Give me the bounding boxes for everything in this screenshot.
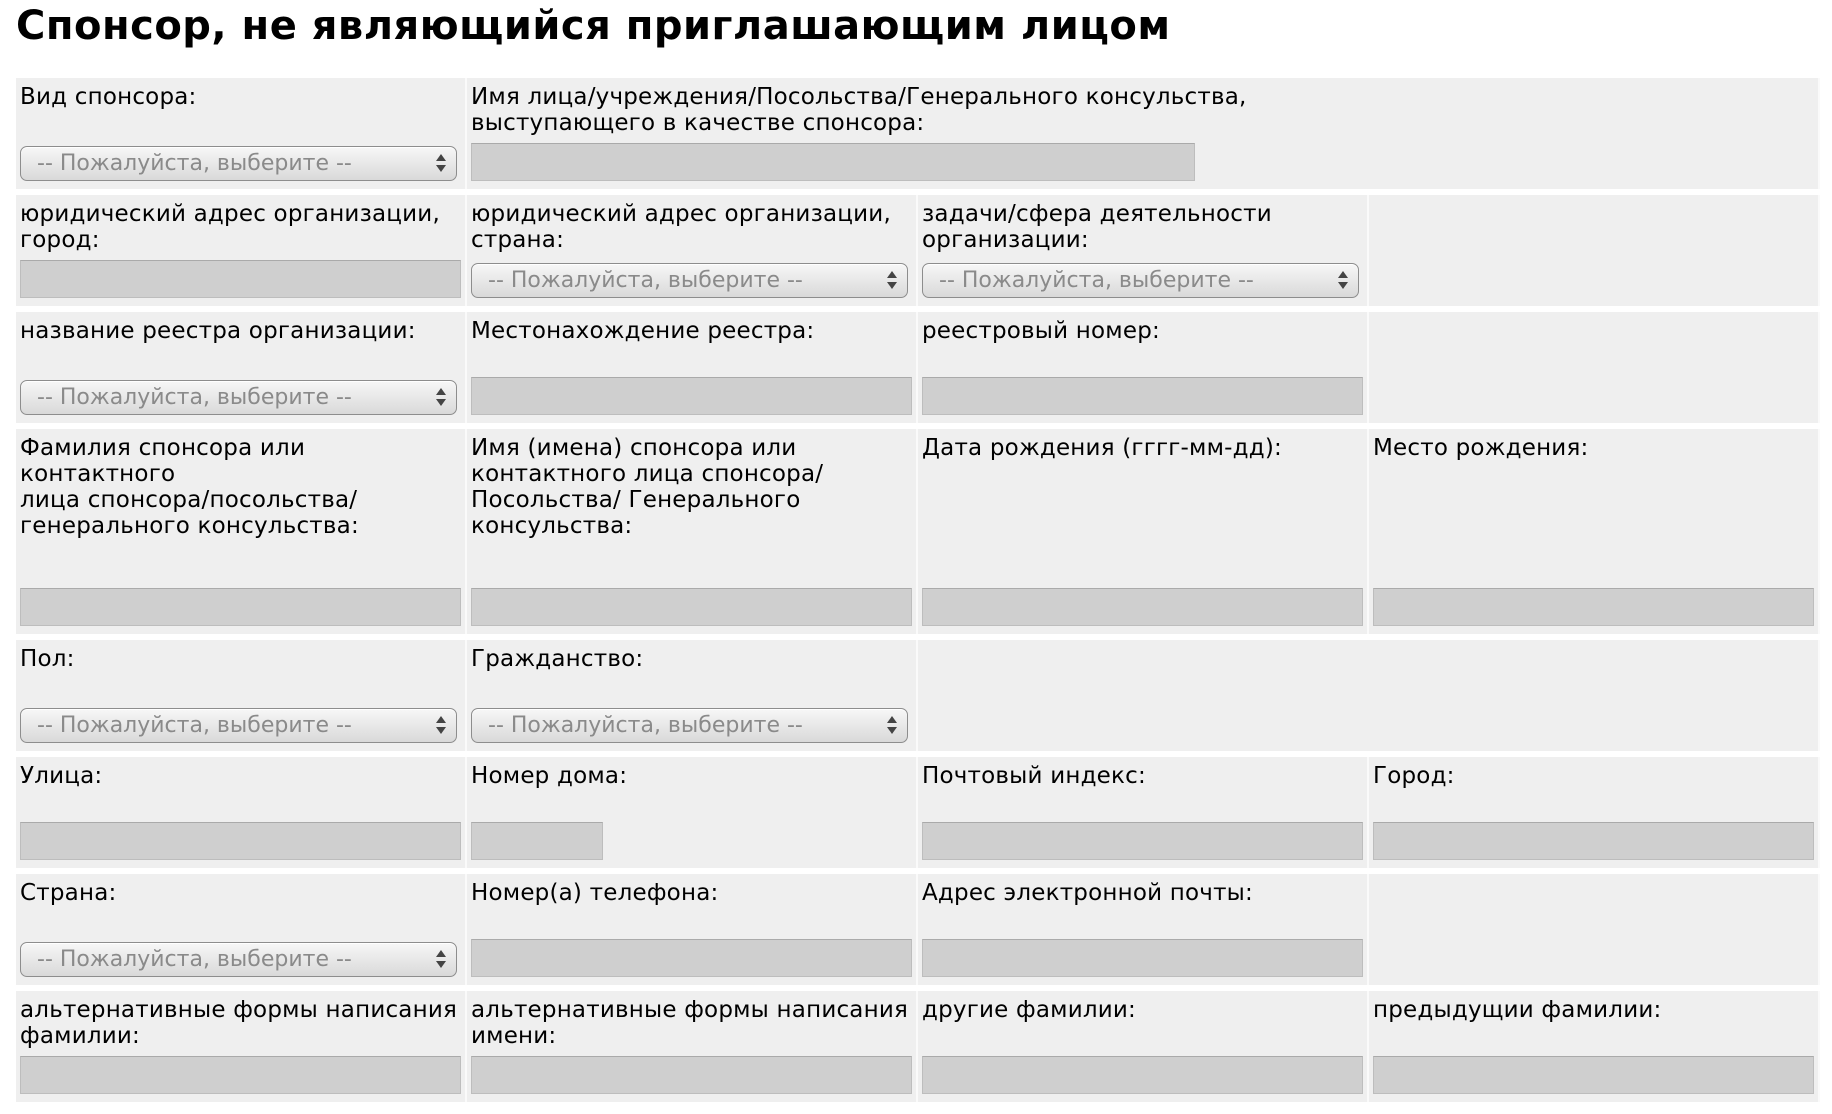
birth-date-cell: [918, 429, 1369, 634]
sex-select[interactable]: [20, 708, 457, 743]
birth-date-input[interactable]: [922, 588, 1363, 626]
birth-date-label: Дата рождения (гггг-мм-дд):: [922, 435, 1282, 461]
phone-input[interactable]: [471, 939, 912, 977]
citizenship-select-value: -- Пожалуйста, выберите --: [488, 713, 803, 738]
legal-country-label: юридический адрес организации, страна:: [471, 201, 891, 253]
registry-name-select-value: -- Пожалуйста, выберите --: [37, 385, 352, 410]
registry-location-label: Местонахождение реестра:: [471, 318, 815, 344]
org-scope-select-value: -- Пожалуйста, выберите --: [939, 268, 1254, 293]
registry-name-cell: [16, 312, 467, 423]
select-arrows-icon: [887, 714, 897, 736]
birth-place-label: Место рождения:: [1373, 435, 1589, 461]
alt-surname-label: альтернативные формы написания фамилии:: [20, 997, 458, 1049]
surname-input[interactable]: [20, 588, 461, 626]
registry-location-cell: [467, 312, 918, 423]
legal-city-label: юридический адрес организации, город:: [20, 201, 440, 253]
given-names-label: Имя (имена) спонсора или контактного лица спонсора/ Посольства/ Генерального консульства:: [471, 435, 824, 539]
country-select-value: -- Пожалуйста, выберите --: [37, 947, 352, 972]
surname-label: Фамилия спонсора или контактного лица спонсора/посольства/ генерального консульства:: [20, 435, 359, 539]
org-scope-label: задачи/сфера деятельности организации:: [922, 201, 1272, 253]
select-arrows-icon: [887, 269, 897, 291]
country-cell: [16, 874, 467, 985]
sponsor-form: [16, 78, 1822, 1102]
birth-place-input[interactable]: [1373, 588, 1814, 626]
house-number-label: Номер дома:: [471, 763, 628, 789]
alt-given-name-input[interactable]: [471, 1056, 912, 1094]
country-label: Страна:: [20, 880, 117, 906]
birth-place-cell: [1369, 429, 1820, 634]
city-input[interactable]: [1373, 822, 1814, 860]
empty-cell: [1369, 874, 1820, 985]
street-cell: [16, 757, 467, 868]
other-surnames-input[interactable]: [922, 1056, 1363, 1094]
empty-cell: [1369, 312, 1820, 423]
registry-number-cell: [918, 312, 1369, 423]
email-input[interactable]: [922, 939, 1363, 977]
other-surnames-cell: [918, 991, 1369, 1102]
given-names-input[interactable]: [471, 588, 912, 626]
house-number-input[interactable]: [471, 822, 603, 860]
select-arrows-icon: [436, 714, 446, 736]
alt-given-name-label: альтернативные формы написания имени:: [471, 997, 909, 1049]
email-cell: [918, 874, 1369, 985]
street-label: Улица:: [20, 763, 103, 789]
house-number-cell: [467, 757, 918, 868]
previous-surnames-label: предыдущии фамилии:: [1373, 997, 1662, 1023]
sponsor-name-input[interactable]: [471, 143, 1195, 181]
sponsor-name-cell: [467, 78, 1820, 189]
sex-label: Пол:: [20, 646, 75, 672]
select-arrows-icon: [436, 386, 446, 408]
postal-code-input[interactable]: [922, 822, 1363, 860]
legal-country-cell: [467, 195, 918, 306]
select-arrows-icon: [1338, 269, 1348, 291]
legal-country-select-value: -- Пожалуйста, выберите --: [488, 268, 803, 293]
registry-name-select[interactable]: [20, 380, 457, 415]
given-names-cell: [467, 429, 918, 634]
street-input[interactable]: [20, 822, 461, 860]
alt-surname-input[interactable]: [20, 1056, 461, 1094]
registry-name-label: название реестра организации:: [20, 318, 416, 344]
citizenship-label: Гражданство:: [471, 646, 644, 672]
alt-given-name-cell: [467, 991, 918, 1102]
sponsor-name-label: Имя лица/учреждения/Посольства/Генерального консульства, выступающего в качестве спонсора:: [471, 84, 1247, 136]
country-select[interactable]: [20, 942, 457, 977]
other-surnames-label: другие фамилии:: [922, 997, 1137, 1023]
email-label: Адрес электронной почты:: [922, 880, 1253, 906]
surname-cell: [16, 429, 467, 634]
registry-location-input[interactable]: [471, 377, 912, 415]
org-scope-cell: [918, 195, 1369, 306]
city-cell: [1369, 757, 1820, 868]
empty-cell: [1369, 195, 1820, 306]
sex-select-value: -- Пожалуйста, выберите --: [37, 713, 352, 738]
legal-city-cell: [16, 195, 467, 306]
page-title: Спонсор, не являющийся приглашающим лицом: [16, 3, 1171, 49]
previous-surnames-cell: [1369, 991, 1820, 1102]
citizenship-select[interactable]: [471, 708, 908, 743]
select-arrows-icon: [436, 152, 446, 174]
postal-code-label: Почтовый индекс:: [922, 763, 1146, 789]
city-label: Город:: [1373, 763, 1455, 789]
alt-surname-cell: [16, 991, 467, 1102]
legal-country-select[interactable]: [471, 263, 908, 298]
citizenship-cell: [467, 640, 918, 751]
phone-cell: [467, 874, 918, 985]
sponsor-type-cell: [16, 78, 467, 189]
sex-cell: [16, 640, 467, 751]
empty-cell: [918, 640, 1820, 751]
select-arrows-icon: [436, 948, 446, 970]
registry-number-input[interactable]: [922, 377, 1363, 415]
legal-city-input[interactable]: [20, 260, 461, 298]
sponsor-type-select[interactable]: [20, 146, 457, 181]
org-scope-select[interactable]: [922, 263, 1359, 298]
registry-number-label: реестровый номер:: [922, 318, 1160, 344]
sponsor-type-label: Вид спонсора:: [20, 84, 197, 110]
phone-label: Номер(а) телефона:: [471, 880, 719, 906]
previous-surnames-input[interactable]: [1373, 1056, 1814, 1094]
postal-code-cell: [918, 757, 1369, 868]
sponsor-type-select-value: -- Пожалуйста, выберите --: [37, 151, 352, 176]
